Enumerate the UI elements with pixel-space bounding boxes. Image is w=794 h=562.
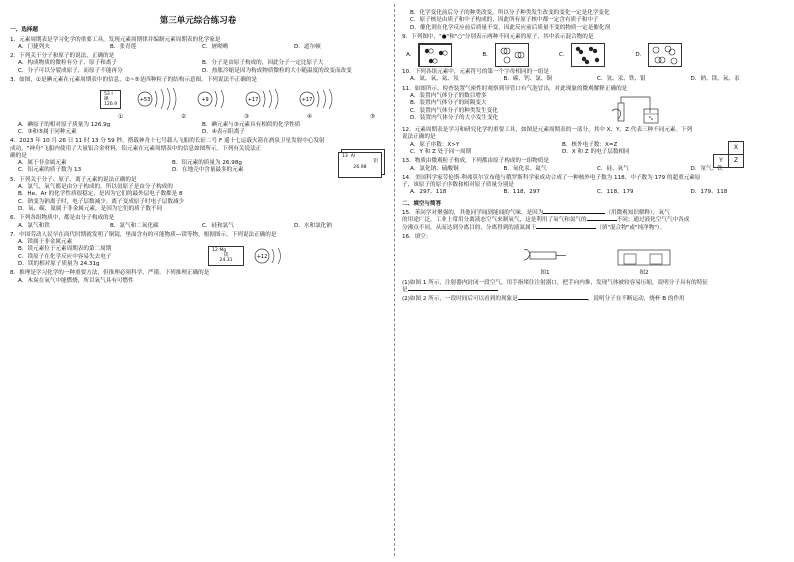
aluminum-element-card: 13 Al 铝 26.98 <box>338 152 382 178</box>
q12-stem-cont: 说法正确的是 <box>402 134 436 141</box>
option[interactable]: D．水和氯化钠 <box>294 222 332 229</box>
q5-options <box>10 184 386 213</box>
option[interactable]: B．镁元素位于元素周期表的第二周期 <box>18 246 112 253</box>
atom-diagram-3 <box>198 90 224 108</box>
option[interactable]: B．张青莲 <box>110 43 137 50</box>
beakers-diagram <box>614 244 674 266</box>
q4-block <box>10 138 386 174</box>
q9-stem: 9．下列图中，"●"和"○"分别表示两种不同元素的原子，其中表示混合物的是 <box>402 33 594 40</box>
atom-diagram-5 <box>300 89 332 109</box>
q6-options <box>10 223 386 230</box>
option[interactable]: A．氯化钠、硫酸铜 <box>410 165 459 172</box>
q3-stem: 3．如图，①是碘元素在元素周期表中的信息，②~⑤是四种粒子的结构示意图，下列说法不正确的是 <box>10 77 258 84</box>
section-fill: 二、填空与简答 <box>402 200 442 207</box>
option[interactable]: B．核外电子数：X=Z <box>562 141 618 148</box>
option[interactable]: B．氯气和二氧化碳 <box>110 222 159 229</box>
molecule-box-c <box>571 43 605 67</box>
option[interactable]: A．装置内气体分子的数目增多 <box>410 93 487 100</box>
column-divider <box>394 4 395 556</box>
option[interactable]: D．179、118 <box>690 189 728 196</box>
q8-stem: 8．推理是学习化学的一种重要方法，但推理必须科学、严谨。下列推理正确的是 <box>10 270 210 277</box>
answer-blank[interactable] <box>408 290 498 291</box>
q1-stem: 1．元素周期表是学习化学的重要工具，发现元素周期律并编制元素周期表的化学家是 <box>10 36 221 43</box>
atom-diagram-4 <box>246 89 278 109</box>
q16-part1: (1)如图 1 所示，注射器内封闭一段空气，用手指堵住注射器口，把手向内推，发现气体被较容易压缩，说明分子具有的特征 <box>402 279 708 286</box>
q9-option-c[interactable]: C． <box>559 43 606 67</box>
option[interactable]: A．氮、氧、氦、氖 <box>410 76 459 83</box>
option[interactable]: D．氖气、铁 <box>690 165 723 172</box>
q2-options <box>10 60 386 75</box>
option[interactable]: B．碳、钙、氯、铜 <box>503 76 553 83</box>
option[interactable]: A．木炭在氧气中能燃烧，所以氧气具有可燃性 <box>18 277 134 284</box>
option[interactable]: C．铝元素的质子数为 13 <box>18 167 82 174</box>
option[interactable]: B．铝元素的质量为 26.98g <box>172 160 242 167</box>
q15-line2: 的用途广泛，工业上常用分离液态空气来制氧气，这是利用了氧气和氮气的 不同；通过液化空气气中各成 <box>402 217 690 224</box>
option[interactable]: C．原子核是由质子和中子构成的，因此所有原子核中都一定含有质子和中子 <box>410 17 599 24</box>
q14-stem: 14．美国科学家劳伦斯·利弗莫尔宣布他与俄罗斯科学家成功合成了一种核外电子数为 118、中子数为 179 的超重元素原 <box>402 174 701 181</box>
option[interactable]: D．催化剂在化学反应前后质量不变，因此反应前后质量不变的物质一定是催化剂 <box>410 24 611 31</box>
option[interactable]: D．④表示阳离子 <box>202 128 245 135</box>
q11-options <box>402 93 610 125</box>
airtightness-apparatus-diagram <box>610 93 680 125</box>
q11-body <box>402 93 784 125</box>
iodine-element-card: 53 I 碘 126.9 <box>100 90 121 110</box>
option[interactable]: B．He、Ar 的化学性质很稳定，是因为它们的最外层电子数都是 8 <box>18 191 183 198</box>
q9-option-a[interactable]: A． <box>406 43 452 67</box>
option[interactable]: A．镁属于非金属元素 <box>18 239 73 246</box>
option[interactable]: D．在地壳中含量最多的元素 <box>172 167 244 174</box>
atom-diagram-2 <box>138 88 176 110</box>
q11-stem: 11．如图所示，检查装置气密性时观察到导管口有气泡冒出，对此现象的微观解释正确的是 <box>402 85 628 92</box>
option[interactable]: C．硅和氯气 <box>202 222 234 229</box>
q14-options <box>402 189 784 196</box>
option[interactable]: C．氢、汞、铁、银 <box>597 76 646 83</box>
q10-stem: 10．下列各组元素中，元素符号的第一个字母相同的一组是 <box>402 69 549 76</box>
q14-stem-cont: 子，该原子的原子序数和相对原子质量分别是 <box>402 182 514 189</box>
q9-options <box>402 43 784 67</box>
page-title: 第三单元综合练习卷 <box>159 16 237 26</box>
molecule-box-d <box>648 43 682 67</box>
q7-options <box>10 239 208 268</box>
option[interactable]: B．碘元素与③元素具有相似的化学性质 <box>202 121 301 128</box>
q8-options <box>10 278 386 285</box>
option[interactable]: D．镁的相对原子质量为 24.31g <box>18 261 100 268</box>
q13-stem: 13．物质由微观粒子构成，下列都由原子构成的一组物质是 <box>402 158 549 165</box>
option[interactable]: D．装置内气体分子的大小发生变化 <box>410 114 499 121</box>
option[interactable]: A．门捷列夫 <box>18 43 50 50</box>
option[interactable]: B．氧化汞、氦气 <box>503 165 547 172</box>
answer-blank[interactable] <box>536 228 596 229</box>
option[interactable]: C．装置内气体分子的种类发生变化 <box>410 107 498 114</box>
q10-options <box>402 76 784 83</box>
answer-blank[interactable] <box>518 299 588 300</box>
svg-text:+9: +9 <box>201 97 209 104</box>
option[interactable]: A．氯气和铁 <box>18 222 50 229</box>
q15-line1: 15．苯同学对聚强的，其他同学闻到能闻的气味，是因为 （用微观知识解释），氧气 <box>402 210 670 217</box>
option[interactable]: C．Y 和 Z 处于同一周期 <box>410 148 472 155</box>
option[interactable]: A．属于非金属元素 <box>18 160 67 167</box>
magnesium-ion-diagram <box>252 245 302 267</box>
q16-part1-cont: 是 <box>402 287 784 294</box>
figure-2: 图2 <box>614 244 674 277</box>
q4-options <box>10 160 386 175</box>
q3-options <box>10 122 386 137</box>
option[interactable]: C．分子可以分裂成原子，而原子不能再分 <box>18 67 123 74</box>
q2-stem: 2．下列关于分子和原子的说法，正确的是 <box>10 53 115 60</box>
answer-blank[interactable] <box>587 220 617 221</box>
right-column <box>402 0 784 562</box>
option[interactable]: C．硅、氧气 <box>597 165 629 172</box>
syringe-diagram <box>522 244 568 266</box>
option[interactable]: A．碘原子的相对原子质量为 126.9g <box>18 121 111 128</box>
option[interactable]: A．原子序数：X>Y <box>410 141 460 148</box>
option[interactable]: C．钠变为钠离子时，电子层数减少，离子变成原子时电子层数减少 <box>18 198 185 205</box>
option[interactable]: C．屠呦呦 <box>202 43 229 50</box>
option[interactable]: B．118、297 <box>503 189 540 196</box>
section-choice: 一、选择题 <box>10 27 38 34</box>
option[interactable]: C．118、179 <box>597 189 634 196</box>
option[interactable]: B．化学变化前后分子的种类改变，所以分子种类发生改变的变化一定是化学变化 <box>410 10 610 16</box>
q3-figure <box>10 86 386 112</box>
q4-stem-cont: 确的是 <box>10 152 27 159</box>
svg-text:+12: +12 <box>256 253 268 260</box>
option[interactable]: B．装置内气体分子的间隔变大 <box>410 100 487 107</box>
option[interactable]: A．297、118 <box>410 189 447 196</box>
option[interactable]: C．③和⑤属于同种元素 <box>18 128 77 135</box>
q4-stem: 4．2023 年 10 月 26 日 11 时 13 分 59 秒，搭载神舟十七号载人飞船的长征二号 F 遥十七运载火箭在酒泉卫星发射中心发射成功，"神舟"飞船内使用了大量铝合金材料，铝元素在元素周期表中的信息如图所示。下列有关说法正 <box>10 138 325 152</box>
q8-options-cont <box>402 10 784 32</box>
option[interactable]: D．热胀冷缩是因为构成物质微粒的大小随温度的改变而改变 <box>202 67 352 74</box>
molecule-box-b <box>495 43 529 67</box>
option[interactable]: A．氯气、氧气都是由分子构成的，所以氢原子是由分子构成的 <box>18 184 173 191</box>
q12-stem: 12．元素周期表是学习和研究化学的重要工具，如图是元素周期表的一部分，其中 X、Y、Z 代表三种不同元素。下列 <box>402 127 693 134</box>
magnesium-element-card: 12 Mg 镁 24.31 <box>208 246 244 266</box>
atom-structure-diagrams <box>131 86 361 112</box>
option[interactable]: D．X 和 Z 的电子层数相同 <box>562 148 630 155</box>
option[interactable]: D．钠、镁、氧、汞 <box>690 76 740 83</box>
q1-options <box>10 44 386 51</box>
q3-captions: ① ② ③ ④ ⑤ <box>118 114 376 121</box>
q6-stem: 6．下列各组物质中，都是由分子构成的是 <box>10 215 115 222</box>
q7-body <box>10 239 386 268</box>
q9-option-b[interactable]: B． <box>482 43 528 67</box>
option[interactable]: B．分子是由原子构成的，因此分子一定比原子大 <box>202 60 324 67</box>
periodic-table-fragment: X Y Z <box>713 141 744 168</box>
svg-text:+53: +53 <box>139 97 151 104</box>
answer-blank[interactable] <box>543 213 605 214</box>
option[interactable]: D．道尔顿 <box>294 43 321 50</box>
molecule-box-a <box>418 43 452 67</box>
svg-text:+17: +17 <box>301 97 313 104</box>
q7-stem: 7．中国劳动人民早在商代时期就发明了铜镜，里面含有的可能物质—镁等物，根据图示，下列说法正确的是 <box>10 231 277 238</box>
q16-part2: (2)如图 2 所示，一段时间后可以看到的现象是 ，说明分子在不断运动，烧杯 B 的作用 <box>402 296 685 303</box>
left-column <box>10 0 386 562</box>
option[interactable]: A．构成物质的微粒有分子、原子和离子 <box>18 60 117 67</box>
option[interactable]: C．镁原子在化学反应中容易失去电子 <box>18 253 112 260</box>
q7-figure <box>208 239 302 268</box>
q15-line3: 分沸点不同，从而达到分离目的，分离得到的液氮属于 （填"混合物"或"纯净物"）。 <box>402 224 666 231</box>
q16-figures <box>402 244 784 277</box>
q9-option-d[interactable]: D． <box>635 43 682 67</box>
option[interactable]: D．氧、碳、氮属于非金属元素，是因为它们的质子数不同 <box>18 205 163 212</box>
svg-text:+17: +17 <box>247 97 259 104</box>
q16-stem: 16．填空： <box>402 233 432 240</box>
figure-1: 图1 <box>522 244 568 277</box>
q5-stem: 5．下列关于分子、原子、离子元素的说法正确的是 <box>10 176 137 183</box>
